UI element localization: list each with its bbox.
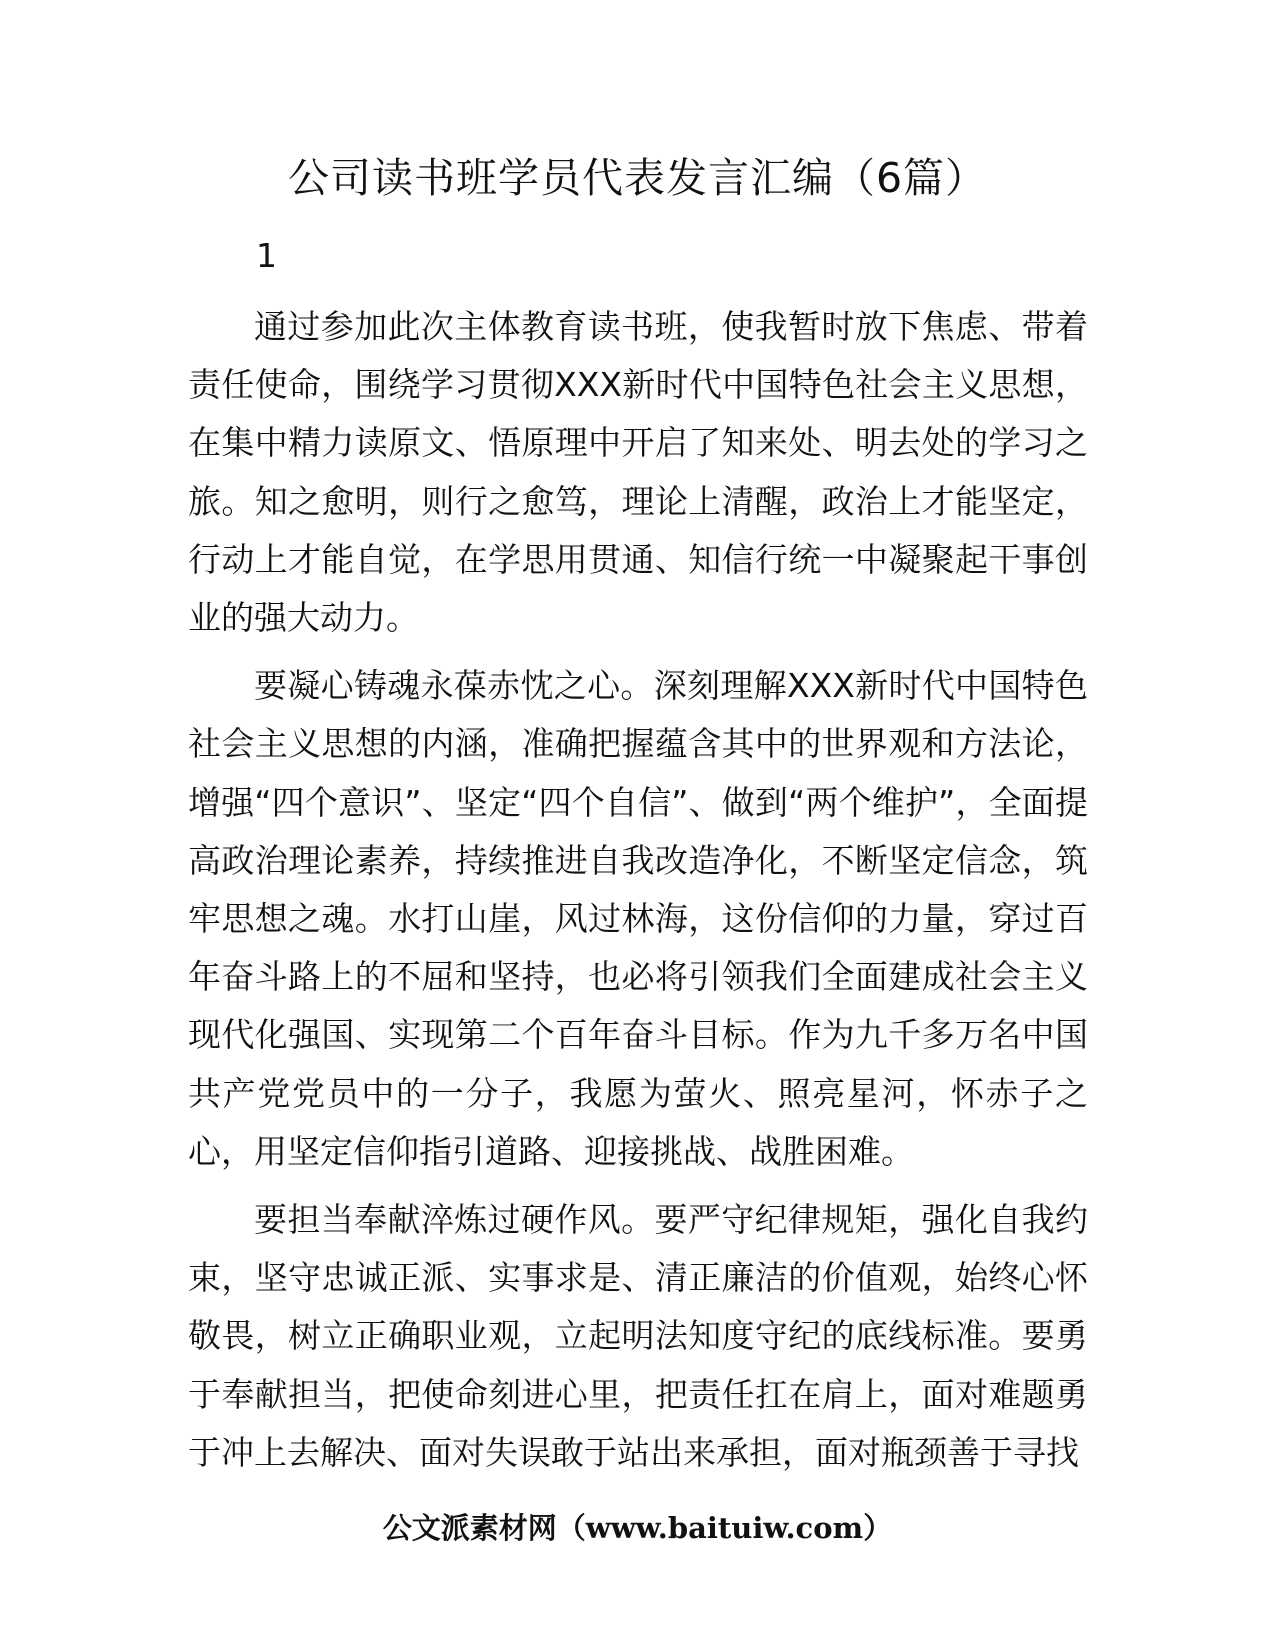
section-number: 1 bbox=[256, 236, 277, 275]
paragraph-intro: 通过参加此次主体教育读书班，使我暂时放下焦虑、带着责任使命，围绕学习贯彻XXX新时代中国特色社会主义思想，在集中精力读原文、悟原理中开启了知来处、明去处的学习之旅。知之愈明，则行之愈笃，理论上清醒，政治上才能坚定，行动上才能自觉，在学思用贯通、知信行统一中凝聚起干事创业的强大动力。 bbox=[188, 307, 1088, 638]
document-title: 公司读书班学员代表发言汇编（6篇） bbox=[287, 154, 988, 202]
paragraph-dedication: 要担当奉献淬炼过硬作风。要严守纪律规矩，强化自我约束，坚守忠诚正派、实事求是、清正廉洁的价值观，始终心怀敬畏，树立正确职业观，立起明法知度守纪的底线标准。要勇于奉献担当，把使命刻进心里，把责任扛在肩上，面对难题勇于冲上去解决、面对失误敢于站出来承担，面对瓶颈善于寻找 bbox=[188, 1200, 1088, 1472]
paragraph-conviction: 要凝心铸魂永葆赤忱之心。深刻理解XXX新时代中国特色社会主义思想的内涵，准确把握蕴含其中的世界观和方法论，增强“四个意识”、坚定“四个自信”、做到“两个维护”，全面提高政治理论素养，持续推进自我改造净化，不断坚定信念，筑牢思想之魂。水打山崖，风过林海，这份信仰的力量，穿过百年奋斗路上的不屈和坚持，也必将引领我们全面建成社会主义现代化强国、实现第二个百年奋斗目标。作为九千多万名中国共产党党员中的一分子，我愿为萤火、照亮星河，怀赤子之心，用坚定信仰指引道路、迎接挑战、战胜困难。 bbox=[188, 666, 1088, 1171]
footer-watermark: 公文派素材网（www.baituiw.com） bbox=[382, 1511, 893, 1545]
document-body bbox=[188, 298, 1088, 1492]
